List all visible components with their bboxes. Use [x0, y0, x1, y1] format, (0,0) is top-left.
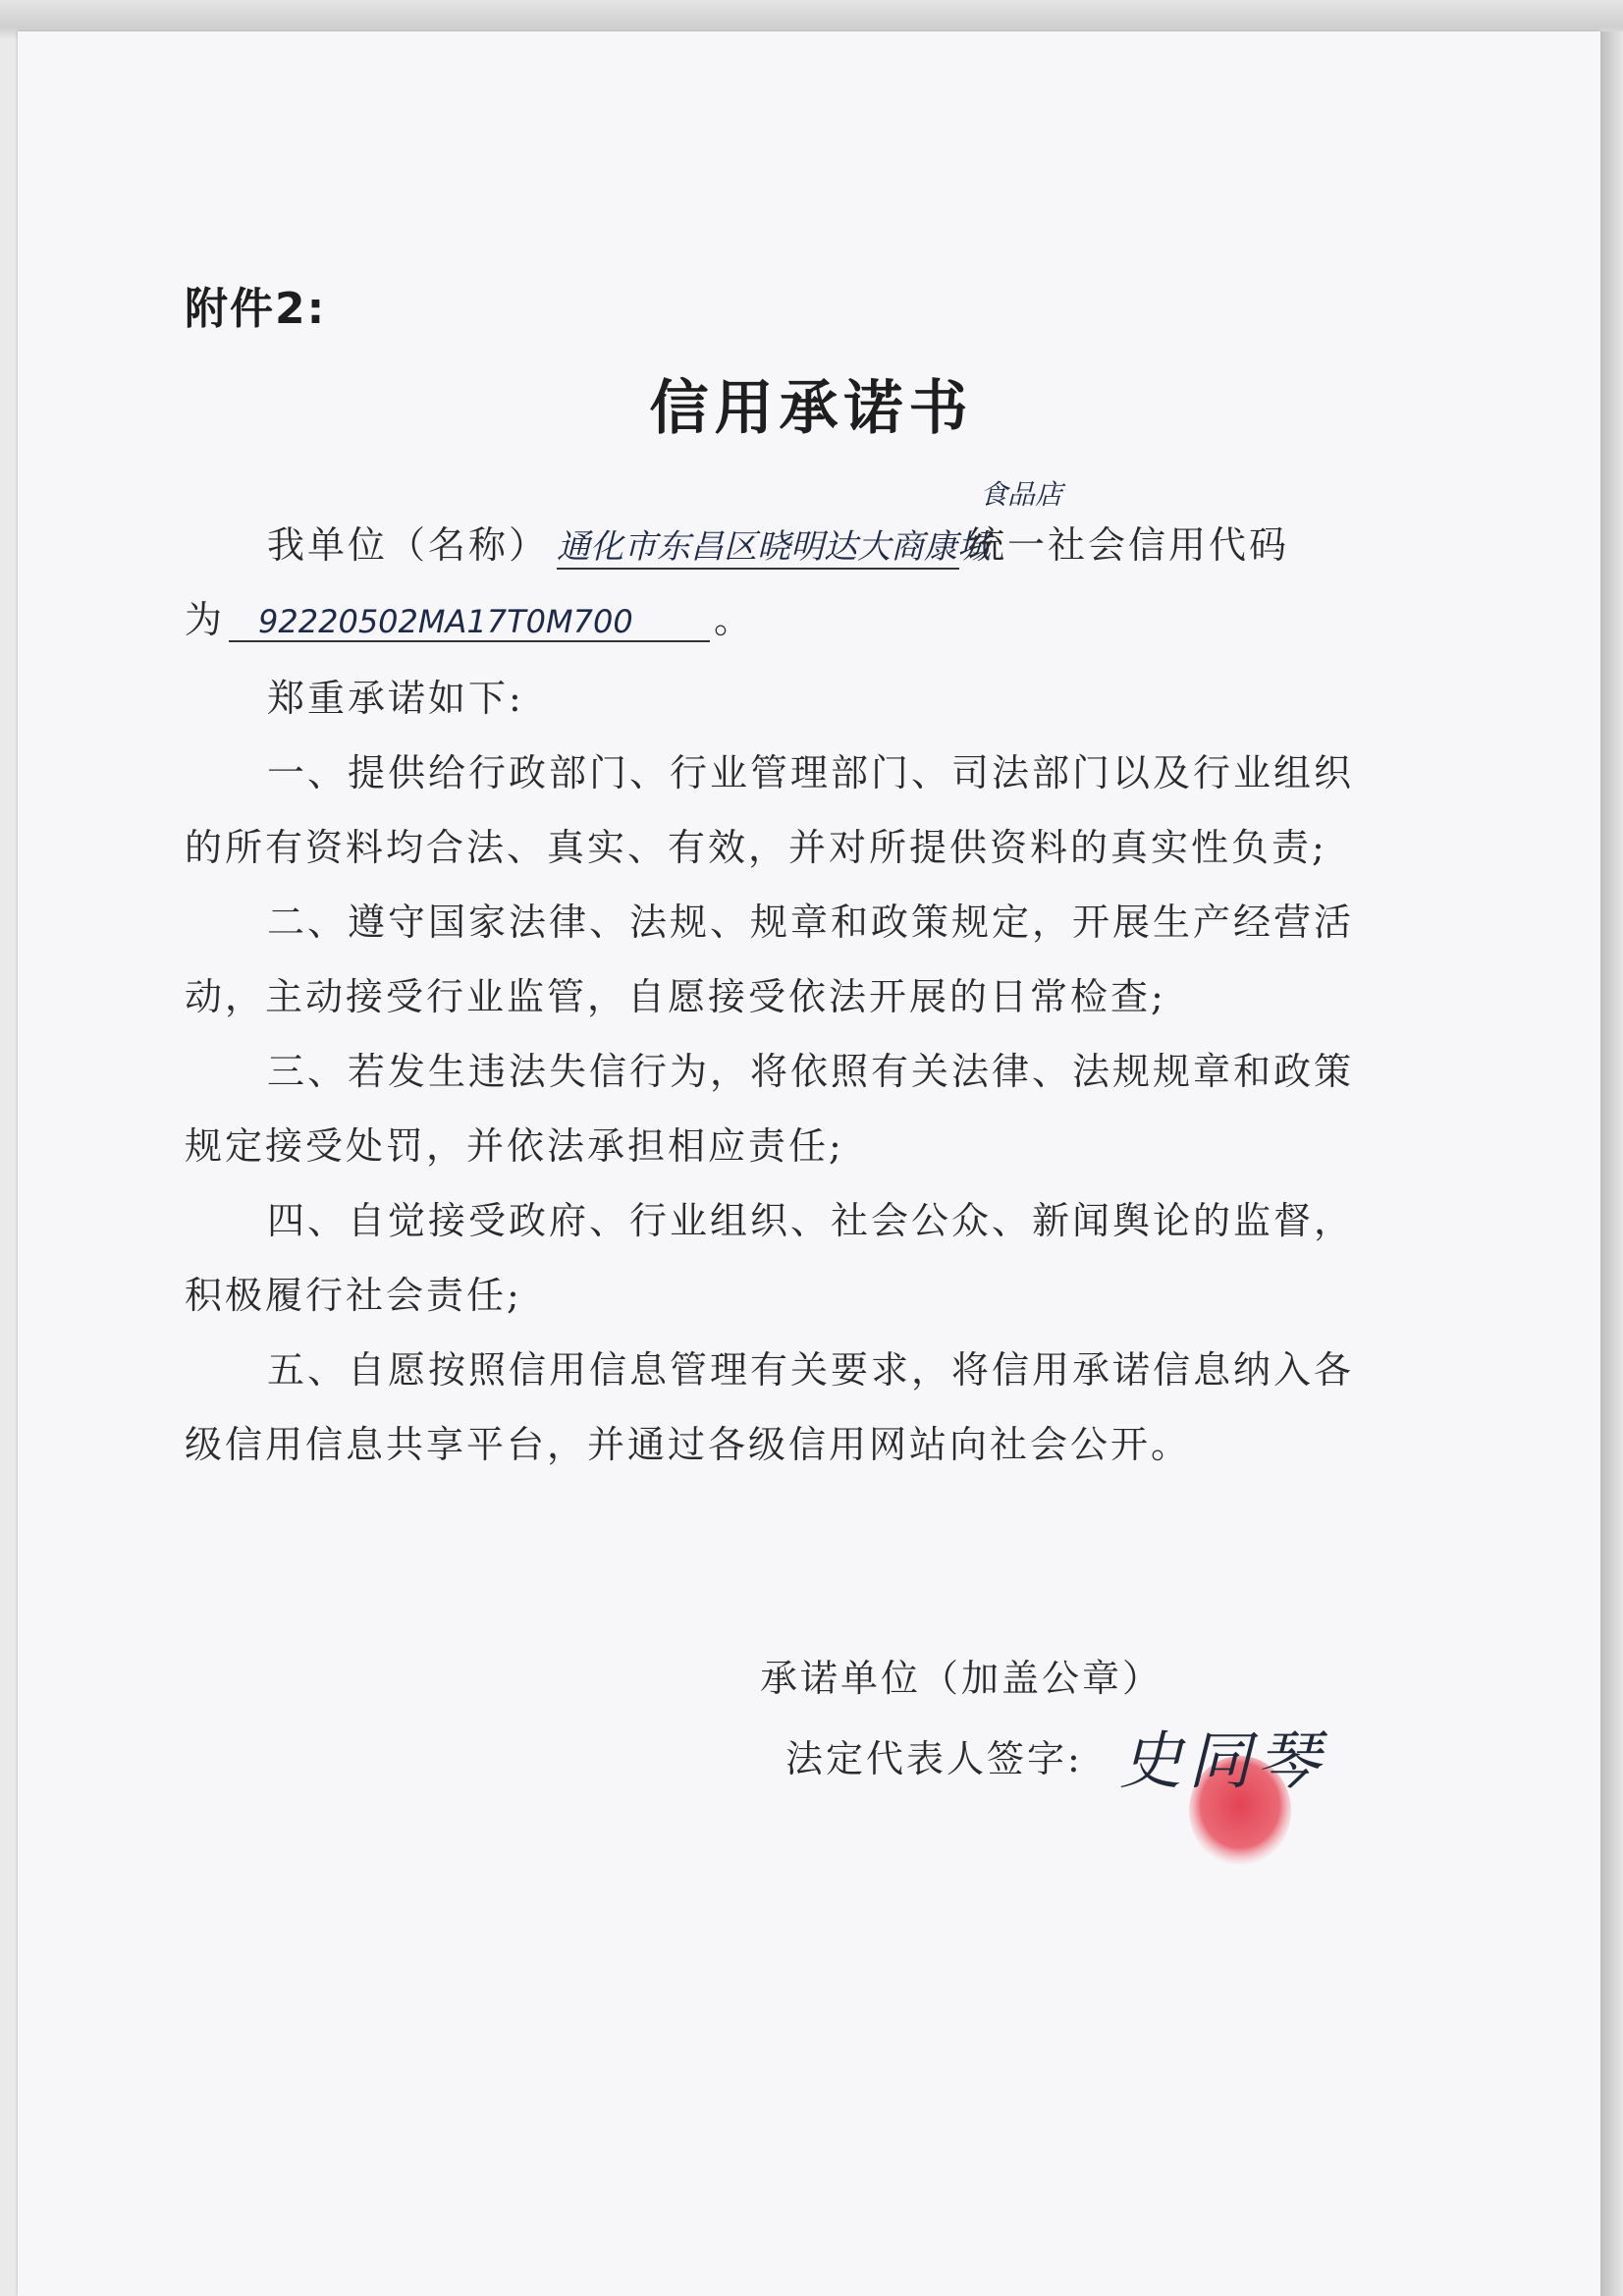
legal-rep-signature: 史同琴 — [1119, 1725, 1325, 1798]
legal-rep-label: 法定代表人签字: — [785, 1737, 1083, 1780]
intro-prefix: 我单位（名称） — [267, 523, 550, 567]
credit-code-field: 92220502MA17T0M700 — [229, 603, 710, 642]
unit-name-field: 通化市东昌区晓明达大商康城 — [557, 519, 959, 570]
credit-code-line — [185, 589, 754, 643]
clause-1-line-1: 一、提供给行政部门、行业管理部门、司法部门以及行业组织 — [267, 751, 1355, 794]
pledge-heading: 郑重承诺如下: — [267, 677, 524, 720]
clause-1-line-2: 的所有资料均合法、真实、有效，并对所提供资料的真实性负责; — [185, 826, 1327, 869]
attachment-label: 附件2: — [185, 284, 327, 334]
clause-3-line-2: 规定接受处罚，并依法承担相应责任; — [185, 1124, 844, 1168]
clause-4-line-2: 积极履行社会责任; — [185, 1274, 522, 1317]
clause-4-line-1: 四、自觉接受政府、行业组织、社会公众、新闻舆论的监督， — [267, 1199, 1355, 1242]
code-prefix: 为 — [185, 598, 226, 641]
clause-2-line-2: 动，主动接受行业监管，自愿接受依法开展的日常检查; — [185, 975, 1166, 1018]
handwritten-unit-insert: 食品店 — [980, 478, 1063, 511]
clause-2-line-1: 二、遵守国家法律、法规、规章和政策规定，开展生产经营活 — [267, 901, 1355, 944]
code-suffix: 。 — [714, 598, 755, 641]
intro-suffix: 统一社会信用代码 — [967, 523, 1290, 567]
clause-5-line-2: 级信用信息共享平台，并通过各级信用网站向社会公开。 — [185, 1423, 1192, 1466]
clause-3-line-1: 三、若发生违法失信行为，将依照有关法律、法规规章和政策 — [267, 1050, 1355, 1093]
commitment-unit-label: 承诺单位（加盖公章） — [760, 1657, 1163, 1700]
intro-line — [267, 515, 1289, 570]
clause-5-line-1: 五、自愿按照信用信息管理有关要求，将信用承诺信息纳入各 — [267, 1348, 1355, 1392]
document-title: 信用承诺书 — [649, 374, 974, 443]
